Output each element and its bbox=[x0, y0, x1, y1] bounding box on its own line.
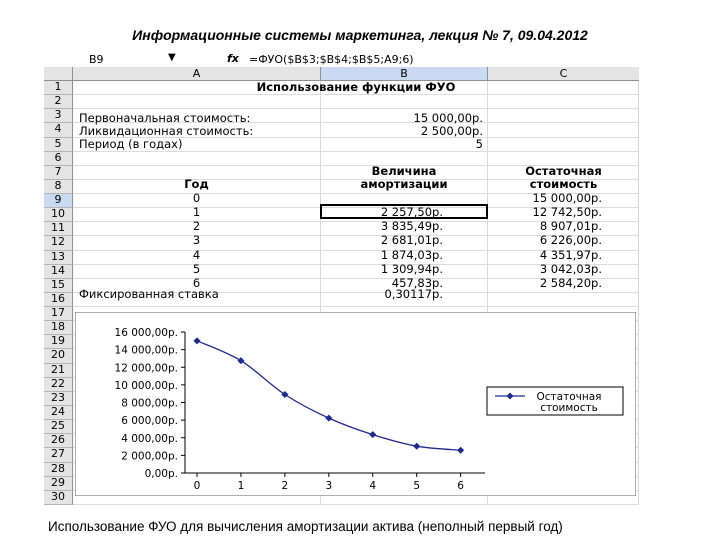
sheet-heading: Использование функции ФУО bbox=[256, 80, 456, 94]
row-header-17[interactable]: 17 bbox=[44, 307, 73, 321]
row-header-27[interactable]: 27 bbox=[44, 448, 73, 462]
x-tick-label: 2 bbox=[281, 480, 289, 492]
depreciation-cell[interactable]: 3 835,49р. bbox=[380, 219, 443, 234]
legend-label-line2: стоимость bbox=[540, 402, 598, 414]
x-tick-label: 1 bbox=[237, 480, 245, 492]
header-depreciation-line2: амортизации bbox=[360, 177, 448, 191]
row-header-9[interactable]: 9 bbox=[44, 194, 73, 208]
residual-cell[interactable]: 3 042,03р. bbox=[539, 261, 602, 276]
select-all-corner[interactable] bbox=[44, 67, 73, 81]
column-header-a[interactable]: A bbox=[73, 67, 321, 81]
param-label-period: Период (в годах) bbox=[79, 137, 183, 151]
x-tick-label: 6 bbox=[457, 480, 464, 492]
fx-icon[interactable]: fx bbox=[227, 52, 239, 65]
row-header-30[interactable]: 30 bbox=[44, 491, 73, 505]
row-header-23[interactable]: 23 bbox=[44, 392, 73, 406]
param-label-initial: Первоначальная стоимость: bbox=[79, 111, 251, 125]
x-tick-label: 0 bbox=[193, 480, 201, 492]
residual-cell[interactable]: 2 584,20р. bbox=[539, 275, 602, 290]
active-cell-b9[interactable] bbox=[320, 204, 488, 219]
row-header-29[interactable]: 29 bbox=[44, 477, 73, 491]
y-tick-label: 6 000,00р. bbox=[121, 415, 178, 428]
y-tick-label: 0,00р. bbox=[144, 468, 178, 480]
row-header-26[interactable]: 26 bbox=[44, 434, 73, 448]
fixed-rate-value[interactable]: 0,30117р. bbox=[384, 287, 443, 301]
y-tick-label: 4 000,00р. bbox=[121, 432, 178, 445]
y-tick-label: 8 000,00р. bbox=[121, 397, 178, 410]
year-cell[interactable]: 4 bbox=[192, 247, 201, 262]
fixed-rate-label: Фиксированная ставка bbox=[79, 287, 219, 301]
row-header-7[interactable]: 7 bbox=[44, 166, 73, 180]
year-cell[interactable]: 3 bbox=[192, 233, 201, 248]
header-year: Год bbox=[184, 177, 209, 191]
row-header-10[interactable]: 10 bbox=[44, 208, 73, 222]
row-header-18[interactable]: 18 bbox=[44, 321, 73, 335]
x-tick-label: 4 bbox=[369, 480, 377, 492]
row-header-19[interactable]: 19 bbox=[44, 335, 73, 349]
y-tick-label: 14 000,00р. bbox=[114, 344, 178, 357]
row-header-25[interactable]: 25 bbox=[44, 420, 73, 434]
slide-caption: Использование ФУО для вычисления амортизации актива (неполный первый год) bbox=[48, 519, 563, 534]
param-value-initial[interactable]: 15 000,00р. bbox=[413, 111, 483, 125]
residual-cell[interactable]: 6 226,00р. bbox=[539, 233, 602, 248]
header-depreciation-line1: Величина bbox=[371, 164, 437, 178]
slide-title: Информационные системы маркетинга, лекция № 7, 09.04.2012 bbox=[132, 27, 588, 43]
year-cell[interactable]: 0 bbox=[192, 191, 201, 205]
row-header-22[interactable]: 22 bbox=[44, 378, 73, 392]
header-residual-line2: стоимость bbox=[529, 177, 598, 191]
param-label-salvage: Ликвидационная стоимость: bbox=[79, 124, 254, 138]
row-header-28[interactable]: 28 bbox=[44, 463, 73, 477]
year-cell[interactable]: 1 bbox=[192, 205, 201, 220]
row-header-1[interactable]: 1 bbox=[44, 81, 73, 95]
x-tick-label: 3 bbox=[325, 480, 333, 492]
depreciation-cell[interactable]: 2 257,50р. bbox=[380, 205, 443, 220]
y-tick-label: 2 000,00р. bbox=[121, 450, 178, 463]
year-cell[interactable]: 2 bbox=[192, 219, 201, 234]
formula-bar bbox=[44, 52, 639, 68]
y-tick-label: 16 000,00р. bbox=[114, 327, 178, 339]
year-cell[interactable]: 5 bbox=[192, 261, 201, 276]
row-header-4[interactable]: 4 bbox=[44, 123, 73, 137]
depreciation-cell[interactable]: 457,83р. bbox=[391, 275, 443, 290]
residual-value-chart[interactable] bbox=[75, 312, 636, 496]
header-residual-line1: Остаточная bbox=[525, 164, 602, 178]
row-header-16[interactable]: 16 bbox=[44, 293, 73, 307]
row-header-11[interactable]: 11 bbox=[44, 222, 73, 236]
legend-label-line1: Остаточная bbox=[536, 391, 602, 403]
row-header-12[interactable]: 12 bbox=[44, 236, 73, 250]
row-header-14[interactable]: 14 bbox=[44, 265, 73, 279]
param-value-period[interactable]: 5 bbox=[475, 137, 483, 151]
y-tick-label: 10 000,00р. bbox=[114, 379, 178, 392]
row-header-21[interactable]: 21 bbox=[44, 364, 73, 378]
row-header-24[interactable]: 24 bbox=[44, 406, 73, 420]
depreciation-cell[interactable]: 2 681,01р. bbox=[380, 233, 443, 248]
row-header-15[interactable]: 15 bbox=[44, 279, 73, 293]
column-header-b[interactable]: B bbox=[321, 67, 488, 81]
residual-cell[interactable]: 4 351,97р. bbox=[539, 247, 602, 262]
column-header-c[interactable]: C bbox=[488, 67, 639, 81]
residual-cell[interactable]: 8 907,01р. bbox=[539, 219, 602, 234]
row-header-20[interactable]: 20 bbox=[44, 349, 73, 363]
row-header-13[interactable]: 13 bbox=[44, 251, 73, 265]
row-header-6[interactable]: 6 bbox=[44, 152, 73, 166]
year-cell[interactable]: 6 bbox=[192, 275, 201, 290]
y-tick-label: 12 000,00р. bbox=[114, 362, 178, 375]
depreciation-cell[interactable]: 1 309,94р. bbox=[380, 261, 443, 276]
row-header-3[interactable]: 3 bbox=[44, 109, 73, 123]
param-value-salvage[interactable]: 2 500,00р. bbox=[420, 124, 483, 138]
name-box-dropdown-icon[interactable]: ▼ bbox=[168, 52, 176, 63]
row-header-5[interactable]: 5 bbox=[44, 138, 73, 152]
depreciation-cell[interactable]: 1 874,03р. bbox=[380, 247, 443, 262]
residual-cell[interactable]: 12 742,50р. bbox=[532, 205, 602, 220]
residual-cell[interactable]: 15 000,00р. bbox=[532, 191, 602, 205]
row-header-8[interactable]: 8 bbox=[44, 180, 73, 194]
name-box[interactable]: B9 bbox=[89, 53, 104, 66]
row-header-2[interactable]: 2 bbox=[44, 95, 73, 109]
formula-input[interactable]: =ФУО($B$3;$B$4;$B$5;A9;6) bbox=[249, 53, 414, 66]
x-tick-label: 5 bbox=[413, 480, 421, 492]
